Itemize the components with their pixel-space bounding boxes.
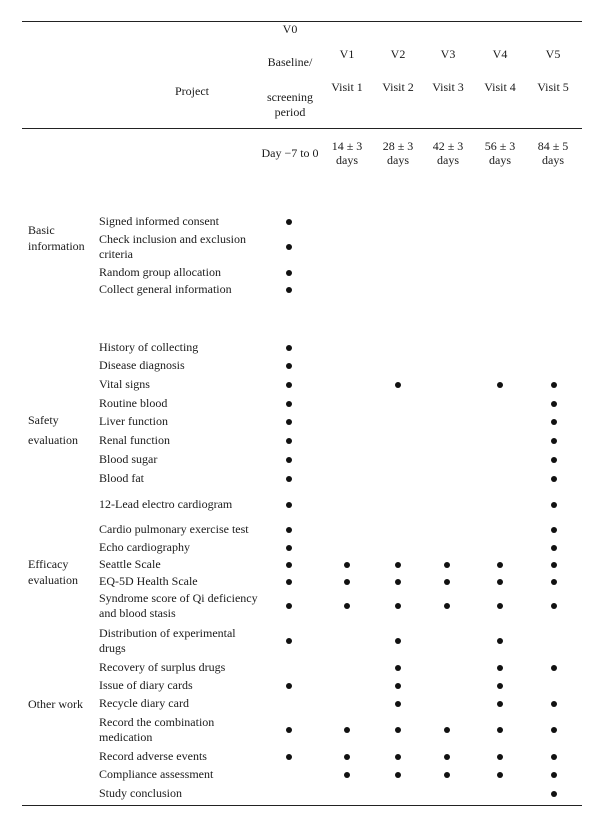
row-label bbox=[99, 749, 207, 764]
row-label bbox=[99, 522, 249, 537]
schedule-mark-dot bbox=[286, 401, 292, 407]
visit-timing-v4-line2: days bbox=[489, 153, 511, 167]
schedule-mark-dot bbox=[395, 638, 401, 644]
schedule-mark-dot bbox=[551, 727, 557, 733]
schedule-mark-dot bbox=[286, 287, 292, 293]
schedule-mark-dot bbox=[286, 754, 292, 760]
row-label-line: Check inclusion and exclusion bbox=[99, 232, 246, 246]
visit-code-v1: V1 bbox=[339, 47, 355, 61]
row-label bbox=[99, 660, 225, 675]
row-label bbox=[99, 574, 198, 589]
row-label bbox=[99, 786, 182, 801]
bottom-rule bbox=[22, 805, 582, 806]
row-label-line: Blood sugar bbox=[99, 452, 158, 466]
row-label-line: EQ-5D Health Scale bbox=[99, 574, 198, 588]
category-label-line: Basic bbox=[28, 223, 55, 237]
schedule-mark-dot bbox=[395, 683, 401, 689]
visit-name-v4: Visit 4 bbox=[484, 80, 516, 94]
visit-name-v0-line3: period bbox=[274, 105, 306, 119]
visit-code-v4: V4 bbox=[492, 47, 508, 61]
schedule-mark-dot bbox=[344, 562, 350, 568]
visit-timing-v5-line2: days bbox=[542, 153, 564, 167]
schedule-mark-dot bbox=[551, 603, 557, 609]
schedule-mark-dot bbox=[286, 419, 292, 425]
schedule-mark-dot bbox=[286, 438, 292, 444]
schedule-mark-dot bbox=[551, 791, 557, 797]
schedule-mark-dot bbox=[286, 457, 292, 463]
schedule-mark-dot bbox=[497, 665, 503, 671]
row-label-line: Collect general information bbox=[99, 282, 232, 296]
schedule-mark-dot bbox=[395, 562, 401, 568]
row-label-line: Recovery of surplus drugs bbox=[99, 660, 226, 674]
row-label bbox=[99, 767, 213, 782]
row-label bbox=[99, 358, 185, 373]
schedule-mark-dot bbox=[551, 754, 557, 760]
row-label-line: History of collecting bbox=[99, 340, 199, 354]
row-label-line: Routine blood bbox=[99, 396, 168, 410]
schedule-mark-dot bbox=[551, 438, 557, 444]
schedule-mark-dot bbox=[395, 754, 401, 760]
schedule-mark-dot bbox=[286, 727, 292, 733]
row-label-line: Seattle Scale bbox=[99, 557, 161, 571]
schedule-mark-dot bbox=[286, 603, 292, 609]
visit-code-v5: V5 bbox=[545, 47, 561, 61]
schedule-mark-dot bbox=[395, 727, 401, 733]
schedule-mark-dot bbox=[286, 345, 292, 351]
schedule-mark-dot bbox=[286, 527, 292, 533]
row-label-line: Signed informed consent bbox=[99, 214, 219, 228]
schedule-mark-dot bbox=[551, 457, 557, 463]
category-label-other-work: Other work bbox=[28, 697, 83, 711]
row-label-line: and blood stasis bbox=[99, 606, 176, 620]
row-label bbox=[99, 696, 189, 711]
schedule-mark-dot bbox=[551, 665, 557, 671]
visit-code-v0: V0 bbox=[282, 22, 298, 36]
visit-timing-v0: Day −7 to 0 bbox=[261, 146, 319, 160]
schedule-mark-dot bbox=[444, 579, 450, 585]
schedule-mark-dot bbox=[286, 363, 292, 369]
visit-name-v2: Visit 2 bbox=[382, 80, 414, 94]
schedule-mark-dot bbox=[286, 270, 292, 276]
schedule-mark-dot bbox=[551, 545, 557, 551]
row-label-line: Study conclusion bbox=[99, 786, 182, 800]
row-label-line: criteria bbox=[99, 247, 133, 261]
row-label bbox=[99, 557, 161, 572]
row-label bbox=[99, 715, 214, 745]
category-label-line: evaluation bbox=[28, 433, 78, 447]
visit-name-v1: Visit 1 bbox=[331, 80, 363, 94]
schedule-mark-dot bbox=[497, 603, 503, 609]
schedule-mark-dot bbox=[286, 562, 292, 568]
schedule-mark-dot bbox=[497, 701, 503, 707]
schedule-mark-dot bbox=[551, 562, 557, 568]
row-label bbox=[99, 340, 198, 355]
row-label-line: Recycle diary card bbox=[99, 696, 189, 710]
schedule-mark-dot bbox=[444, 772, 450, 778]
schedule-mark-dot bbox=[286, 545, 292, 551]
schedule-mark-dot bbox=[497, 772, 503, 778]
schedule-mark-dot bbox=[286, 502, 292, 508]
row-label bbox=[99, 396, 167, 411]
schedule-mark-dot bbox=[551, 382, 557, 388]
schedule-mark-dot bbox=[444, 727, 450, 733]
visit-name-v3: Visit 3 bbox=[432, 80, 464, 94]
schedule-mark-dot bbox=[497, 562, 503, 568]
schedule-mark-dot bbox=[497, 382, 503, 388]
row-label bbox=[99, 377, 150, 392]
row-label bbox=[99, 232, 246, 262]
schedule-mark-dot bbox=[551, 772, 557, 778]
visit-name-v0-line1: Baseline/ bbox=[267, 55, 313, 69]
schedule-mark-dot bbox=[344, 727, 350, 733]
row-label-line: Renal function bbox=[99, 433, 170, 447]
visit-timing-v1-line1: 14 ± 3 bbox=[331, 139, 363, 153]
schedule-mark-dot bbox=[551, 419, 557, 425]
category-label-safety-evaluation bbox=[28, 412, 78, 448]
row-label bbox=[99, 214, 219, 229]
schedule-mark-dot bbox=[497, 727, 503, 733]
row-label-line: Record the combination bbox=[99, 715, 215, 729]
schedule-mark-dot bbox=[395, 382, 401, 388]
row-label bbox=[99, 452, 157, 467]
schedule-mark-dot bbox=[444, 603, 450, 609]
visit-timing-v2-line1: 28 ± 3 bbox=[382, 139, 414, 153]
category-label-line: information bbox=[28, 239, 85, 253]
category-label-line: Safety bbox=[28, 413, 59, 427]
schedule-mark-dot bbox=[286, 683, 292, 689]
schedule-mark-dot bbox=[286, 219, 292, 225]
row-label-line: Compliance assessment bbox=[99, 767, 214, 781]
schedule-mark-dot bbox=[286, 382, 292, 388]
schedule-mark-dot bbox=[395, 665, 401, 671]
row-label bbox=[99, 282, 232, 297]
schedule-mark-dot bbox=[444, 562, 450, 568]
schedule-mark-dot bbox=[344, 754, 350, 760]
schedule-mark-dot bbox=[551, 527, 557, 533]
schedule-mark-dot bbox=[395, 701, 401, 707]
category-label-efficacy-evaluation bbox=[28, 556, 78, 588]
schedule-mark-dot bbox=[497, 579, 503, 585]
row-label-line: Echo cardiography bbox=[99, 540, 190, 554]
row-label bbox=[99, 414, 168, 429]
schedule-mark-dot bbox=[551, 502, 557, 508]
schedule-mark-dot bbox=[395, 579, 401, 585]
schedule-mark-dot bbox=[286, 244, 292, 250]
schedule-mark-dot bbox=[286, 579, 292, 585]
schedule-mark-dot bbox=[286, 638, 292, 644]
visit-name-v0-line2: screening bbox=[267, 90, 313, 104]
row-label bbox=[99, 591, 258, 621]
row-label-line: Distribution of experimental bbox=[99, 626, 236, 640]
category-label-line: Efficacy bbox=[28, 557, 69, 571]
schedule-mark-dot bbox=[551, 579, 557, 585]
project-header: Project bbox=[175, 84, 209, 98]
schedule-mark-dot bbox=[286, 476, 292, 482]
schedule-mark-dot bbox=[344, 772, 350, 778]
schedule-mark-dot bbox=[395, 772, 401, 778]
category-label-line: evaluation bbox=[28, 573, 78, 587]
header-rule bbox=[22, 128, 582, 129]
schedule-mark-dot bbox=[551, 701, 557, 707]
row-label-line: Blood fat bbox=[99, 471, 144, 485]
schedule-mark-dot bbox=[551, 401, 557, 407]
row-label-line: 12-Lead electro cardiogram bbox=[99, 497, 233, 511]
visit-code-v3: V3 bbox=[440, 47, 456, 61]
row-label bbox=[99, 626, 236, 656]
visit-timing-v3-line1: 42 ± 3 bbox=[432, 139, 464, 153]
schedule-mark-dot bbox=[395, 603, 401, 609]
row-label-line: Syndrome score of Qi deficiency bbox=[99, 591, 258, 605]
row-label-line: Record adverse events bbox=[99, 749, 207, 763]
schedule-mark-dot bbox=[344, 603, 350, 609]
visit-timing-v1-line2: days bbox=[336, 153, 358, 167]
visit-timing-v2-line2: days bbox=[387, 153, 409, 167]
visit-code-v2: V2 bbox=[390, 47, 406, 61]
schedule-mark-dot bbox=[497, 754, 503, 760]
row-label-line: Liver function bbox=[99, 414, 168, 428]
schedule-mark-dot bbox=[444, 754, 450, 760]
row-label-line: medication bbox=[99, 730, 153, 744]
schedule-mark-dot bbox=[497, 683, 503, 689]
row-label-line: Random group allocation bbox=[99, 265, 221, 279]
row-label-line: Vital signs bbox=[99, 377, 150, 391]
row-label-line: Issue of diary cards bbox=[99, 678, 193, 692]
row-label bbox=[99, 540, 190, 555]
schedule-mark-dot bbox=[551, 476, 557, 482]
visit-timing-v3-line2: days bbox=[437, 153, 459, 167]
category-label-basic-information bbox=[28, 222, 85, 254]
row-label bbox=[99, 433, 170, 448]
row-label-line: Disease diagnosis bbox=[99, 358, 185, 372]
visit-name-v5: Visit 5 bbox=[537, 80, 569, 94]
visit-timing-v5-line1: 84 ± 5 bbox=[537, 139, 569, 153]
row-label bbox=[99, 471, 144, 486]
visit-timing-v4-line1: 56 ± 3 bbox=[484, 139, 516, 153]
schedule-mark-dot bbox=[344, 579, 350, 585]
row-label bbox=[99, 497, 232, 512]
row-label bbox=[99, 678, 193, 693]
row-label-line: drugs bbox=[99, 641, 126, 655]
row-label-line: Cardio pulmonary exercise test bbox=[99, 522, 249, 536]
row-label bbox=[99, 265, 221, 280]
schedule-mark-dot bbox=[497, 638, 503, 644]
